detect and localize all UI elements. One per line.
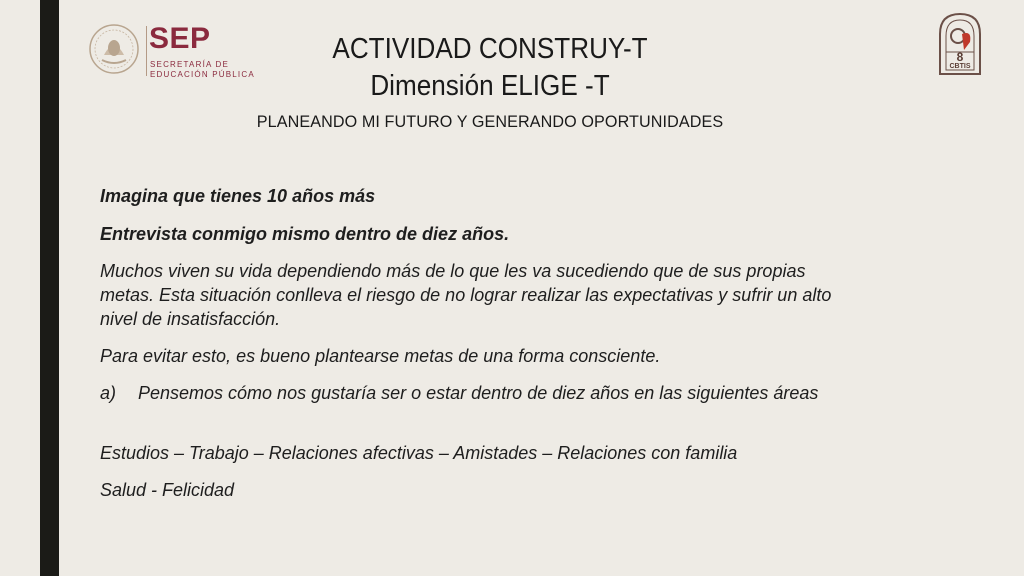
body-heading-2: Entrevista conmigo mismo dentro de diez años. (100, 224, 510, 244)
body-paragraph-intro: Muchos viven su vida dependiendo más de lo que les va sucediendo que de sus propias metas. Esta situación conlleva el riesgo de no lograr realizar las expectativas y sufrir un alto nivel de insatisfacción. (100, 261, 832, 329)
list-marker: a) (100, 383, 117, 403)
sep-wordmark: SEP (149, 22, 211, 55)
body-heading-1: Imagina que tienes 10 años más (100, 186, 376, 206)
sep-subtitle-line2: EDUCACIÓN PÚBLICA (150, 70, 255, 79)
body-paragraph-goals: Para evitar esto, es bueno plantearse metas de una forma consciente. (100, 346, 661, 366)
areas-line-2: Salud - Felicidad (100, 480, 235, 500)
slide-subtitle: PLANEANDO MI FUTURO Y GENERANDO OPORTUNIDADES (256, 112, 724, 131)
slide-title-line1: ACTIVIDAD CONSTRUY-T (332, 33, 648, 65)
sep-logo (88, 22, 258, 82)
mexico-seal-icon (88, 22, 140, 76)
cbtis-label: CBTIS (949, 63, 971, 70)
areas-line: Estudios – Trabajo – Relaciones afectivas – Amistades – Relaciones con familia (100, 443, 738, 463)
slide-title-line2: Dimensión ELIGE -T (370, 70, 610, 102)
sep-subtitle-line1: SECRETARÍA DE (150, 60, 230, 69)
cbtis-logo (936, 12, 984, 76)
list-item-text: Pensemos cómo nos gustaría ser o estar dentro de diez años en las siguientes áreas (138, 383, 819, 403)
cbtis-number: 8 (956, 50, 964, 64)
sep-divider (146, 26, 147, 76)
left-accent-bar (40, 0, 59, 576)
